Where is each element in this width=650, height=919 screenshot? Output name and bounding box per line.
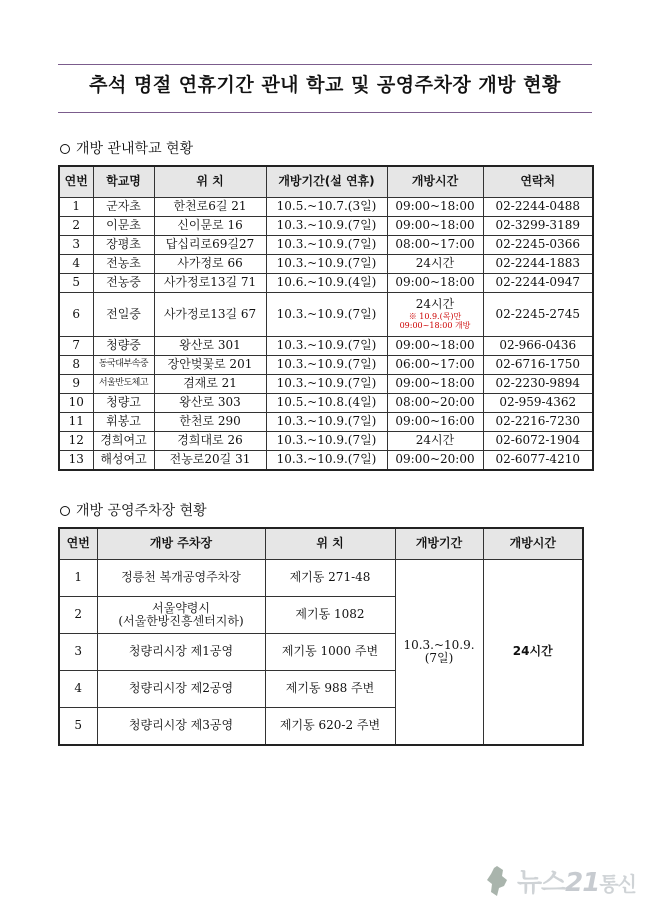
open-hours: 08:00~17:00: [387, 236, 483, 255]
open-hours: 09:00~18:00: [387, 198, 483, 217]
school-location: 한천로 290: [154, 413, 266, 432]
open-hours: 24시간: [415, 297, 455, 312]
header-cell: 연번: [59, 166, 93, 198]
school-location: 경희대로 26: [154, 432, 266, 451]
logo-word: 뉴스: [516, 868, 566, 898]
table-row: [59, 375, 593, 394]
school-name: 전일중: [93, 293, 154, 337]
open-period: 10.3.~10.9.(7일): [266, 236, 387, 255]
open-period: 10.3.~10.9.(7일): [266, 217, 387, 236]
school-location: 신이문로 16: [154, 217, 266, 236]
table-row: [59, 198, 593, 217]
row-number: 13: [59, 451, 93, 471]
row-number: 7: [59, 337, 93, 356]
open-period: 10.3.~10.9.(7일): [266, 451, 387, 471]
row-number: 5: [59, 274, 93, 293]
open-hours: 09:00~18:00: [387, 274, 483, 293]
contact: 02-2244-1883: [483, 255, 593, 274]
open-period: 10.3.~10.9.: [403, 637, 475, 652]
row-number: 2: [59, 597, 97, 634]
school-name: 전농초: [93, 255, 154, 274]
news21-logo: [483, 862, 636, 899]
open-hours-note-2: 09:00~18:00 개방: [399, 321, 471, 331]
table-row: [59, 217, 593, 236]
row-number: 11: [59, 413, 93, 432]
open-period: 10.3.~10.9.(7일): [266, 356, 387, 375]
school-location: 장안벚꽃로 201: [154, 356, 266, 375]
table-row: [59, 337, 593, 356]
table-row: [59, 394, 593, 413]
contact: 02-959-4362: [483, 394, 593, 413]
header-cell: 위 치: [265, 528, 395, 560]
schools-table: [58, 165, 594, 471]
map-logo-icon: [483, 864, 513, 898]
open-period: 10.3.~10.9.(7일): [266, 413, 387, 432]
open-hours: 24시간: [483, 560, 583, 746]
title-top-rule: [58, 64, 592, 65]
parking-name: 정릉천 복개공영주차장: [97, 560, 265, 597]
school-location: 왕산로 301: [154, 337, 266, 356]
open-hours: 24시간: [387, 432, 483, 451]
table-row: [59, 236, 593, 255]
school-location: 사가정로13길 67: [154, 293, 266, 337]
school-name: 청량중: [93, 337, 154, 356]
school-name: 군자초: [93, 198, 154, 217]
open-period: 10.5.~10.8.(4일): [266, 394, 387, 413]
header-cell: 개방시간: [387, 166, 483, 198]
school-location: 왕산로 303: [154, 394, 266, 413]
table-row: [59, 274, 593, 293]
circle-bullet-icon: [60, 144, 70, 154]
header-cell: 연번: [59, 528, 97, 560]
table-row: [59, 255, 593, 274]
parking-name: 청량리시장 제1공영: [97, 634, 265, 671]
school-location: 전농로20길 31: [154, 451, 266, 471]
school-name: 청량고: [93, 394, 154, 413]
header-cell: 개방기간: [395, 528, 483, 560]
row-number: 4: [59, 255, 93, 274]
page-title: 추석 명절 연휴기간 관내 학교 및 공영주차장 개방 현황: [89, 74, 561, 96]
parking-name: 청량리시장 제2공영: [97, 671, 265, 708]
row-number: 12: [59, 432, 93, 451]
open-hours: 09:00~20:00: [387, 451, 483, 471]
header-cell: 위 치: [154, 166, 266, 198]
open-hours: 06:00~17:00: [387, 356, 483, 375]
table-row: [59, 451, 593, 471]
table-row: [59, 413, 593, 432]
row-number: 6: [59, 293, 93, 337]
logo-tail: 통신: [599, 872, 636, 896]
school-location: 사가정로 66: [154, 255, 266, 274]
header-cell: 개방기간(설 연휴): [266, 166, 387, 198]
open-period-cell: [395, 560, 483, 746]
header-cell: 학교명: [93, 166, 154, 198]
open-hours: 24시간: [387, 255, 483, 274]
contact: 02-2245-0366: [483, 236, 593, 255]
section-schools-heading: [60, 138, 193, 158]
schools-header-row: [59, 166, 593, 198]
row-number: 3: [59, 634, 97, 671]
parking-location: 제기동 1000 주변: [265, 634, 395, 671]
school-name: 휘봉고: [93, 413, 154, 432]
open-period: 10.3.~10.9.(7일): [266, 432, 387, 451]
table-row: [59, 356, 593, 375]
table-row: [59, 293, 593, 337]
school-location: 사가정로13길 71: [154, 274, 266, 293]
open-hours-note: ※ 10.9.(목)만: [408, 311, 462, 321]
contact: 02-6077-4210: [483, 451, 593, 471]
title-bottom-rule: [58, 112, 592, 113]
school-name: 장평초: [93, 236, 154, 255]
contact: 02-6716-1750: [483, 356, 593, 375]
open-period: 10.3.~10.9.(7일): [266, 255, 387, 274]
row-number: 1: [59, 198, 93, 217]
header-cell: 개방 주차장: [97, 528, 265, 560]
school-name: 전농중: [93, 274, 154, 293]
row-number: 4: [59, 671, 97, 708]
parking-name-cell: [97, 597, 265, 634]
open-hours: 09:00~18:00: [387, 375, 483, 394]
school-name: 이문초: [93, 217, 154, 236]
table-row: [59, 560, 583, 597]
table-row: [59, 432, 593, 451]
row-number: 8: [59, 356, 93, 375]
contact: 02-2230-9894: [483, 375, 593, 394]
school-name: 동국대부속중: [93, 356, 154, 375]
school-location: 한천로6길 21: [154, 198, 266, 217]
header-cell: 개방시간: [483, 528, 583, 560]
open-hours-cell: [387, 293, 483, 337]
school-name: 해성여고: [93, 451, 154, 471]
open-hours: 09:00~16:00: [387, 413, 483, 432]
open-period: 10.6.~10.9.(4일): [266, 274, 387, 293]
parking-location: 제기동 1082: [265, 597, 395, 634]
parking-name-sub: (서울한방진흥센터지하): [118, 614, 244, 628]
row-number: 5: [59, 708, 97, 746]
parking-name: 서울약령시: [152, 600, 210, 615]
contact: 02-2244-0947: [483, 274, 593, 293]
open-hours: 09:00~18:00: [387, 217, 483, 236]
school-name: 경희여고: [93, 432, 154, 451]
logo-number: 21: [565, 868, 600, 898]
open-hours: 08:00~20:00: [387, 394, 483, 413]
contact: 02-966-0436: [483, 337, 593, 356]
contact: 02-2245-2745: [483, 293, 593, 337]
section-schools-label: 개방 관내학교 현황: [76, 141, 194, 157]
logo-text: [517, 862, 636, 899]
header-cell: 연락처: [483, 166, 593, 198]
parking-location: 제기동 271-48: [265, 560, 395, 597]
open-period: 10.5.~10.7.(3일): [266, 198, 387, 217]
open-period: 10.3.~10.9.(7일): [266, 293, 387, 337]
parking-location: 제기동 620-2 주변: [265, 708, 395, 746]
school-location: 답십리로69길27: [154, 236, 266, 255]
section-parking-label: 개방 공영주차장 현황: [76, 503, 207, 519]
contact: 02-2216-7230: [483, 413, 593, 432]
row-number: 3: [59, 236, 93, 255]
school-location: 겸재로 21: [154, 375, 266, 394]
parking-header-row: [59, 528, 583, 560]
parking-location: 제기동 988 주변: [265, 671, 395, 708]
open-period: 10.3.~10.9.(7일): [266, 337, 387, 356]
open-period-days: (7일): [424, 651, 454, 665]
contact: 02-2244-0488: [483, 198, 593, 217]
section-parking-heading: [60, 500, 207, 520]
row-number: 9: [59, 375, 93, 394]
parking-table: [58, 527, 584, 746]
open-period: 10.3.~10.9.(7일): [266, 375, 387, 394]
circle-bullet-icon: [60, 506, 70, 516]
row-number: 2: [59, 217, 93, 236]
school-name: 서울반도체고: [93, 375, 154, 394]
parking-name: 청량리시장 제3공영: [97, 708, 265, 746]
row-number: 1: [59, 560, 97, 597]
row-number: 10: [59, 394, 93, 413]
contact: 02-6072-1904: [483, 432, 593, 451]
open-hours: 09:00~18:00: [387, 337, 483, 356]
contact: 02-3299-3189: [483, 217, 593, 236]
